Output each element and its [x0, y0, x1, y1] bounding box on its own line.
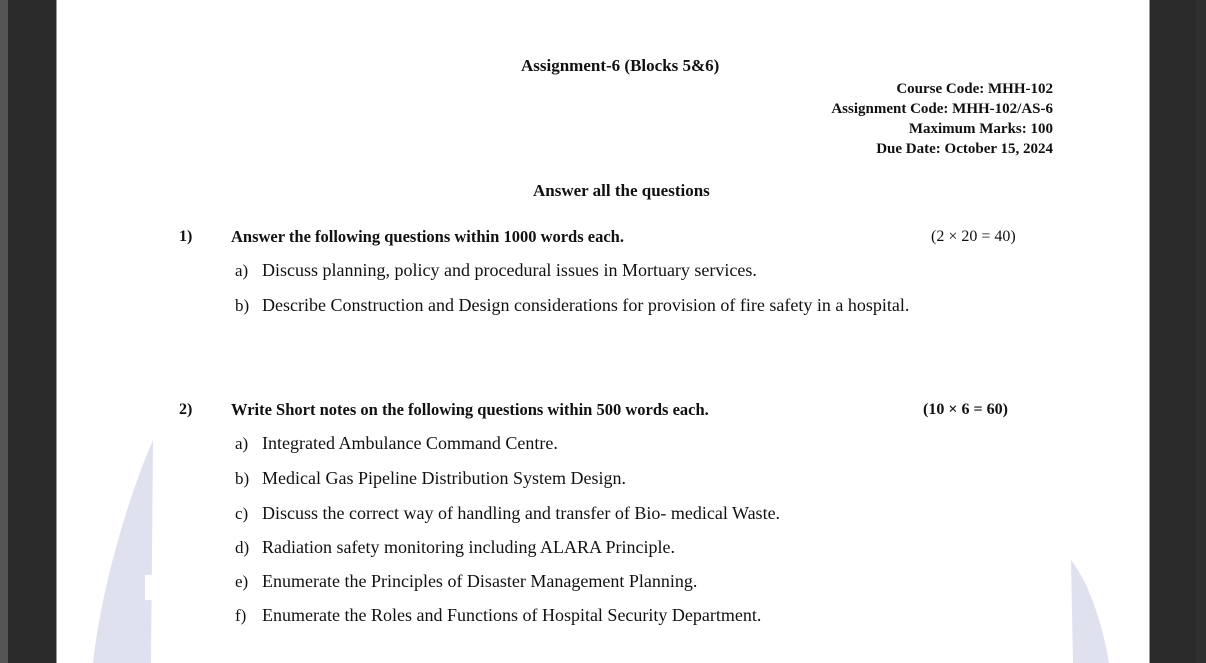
sub-item-letter: a) [235, 261, 249, 280]
document-content [57, 0, 1149, 663]
sub-item-letter: b) [235, 469, 250, 488]
sub-item-text: Enumerate the Roles and Functions of Hospital Security Department. [262, 605, 762, 625]
sub-item-letter: b) [235, 296, 250, 315]
question-1-marks: (2 × 20 = 40) [931, 228, 1016, 245]
assignment-title: Assignment-6 (Blocks 5&6) [521, 56, 720, 75]
document-page [56, 0, 1150, 663]
due-date: Due Date: October 15, 2024 [876, 141, 1053, 157]
question-2-sub-a [235, 432, 935, 455]
question-2-text: Write Short notes on the following questions within 500 words each. [231, 400, 709, 419]
assignment-meta [831, 79, 1053, 159]
viewer-right-edge [1196, 0, 1206, 663]
question-1-sub-a [235, 259, 935, 282]
sub-item-letter: a) [235, 434, 249, 453]
sub-item-letter: c) [235, 504, 249, 523]
question-1-number: 1) [179, 228, 193, 245]
sub-item-text: Radiation safety monitoring including ALARA Principle. [262, 537, 675, 557]
sub-item-letter: e) [235, 572, 249, 591]
course-code: Course Code: MHH-102 [896, 81, 1053, 97]
question-2-sub-b [235, 467, 935, 490]
question-2-number: 2) [179, 401, 193, 418]
sub-item-letter: d) [235, 538, 250, 557]
question-2-sub-d [235, 536, 935, 559]
question-1-sub-b [235, 294, 935, 317]
sub-item-text: Discuss the correct way of handling and transfer of Bio- medical Waste. [262, 503, 781, 523]
assignment-code: Assignment Code: MHH-102/AS-6 [831, 101, 1053, 117]
maximum-marks: Maximum Marks: 100 [908, 121, 1053, 137]
sub-item-text: Describe Construction and Design considerations for provision of fire safety in a hospital. [262, 295, 910, 315]
question-2-sub-f [235, 604, 935, 627]
sub-item-text: Medical Gas Pipeline Distribution System Design. [262, 468, 626, 488]
sub-item-letter: f) [235, 606, 247, 625]
sub-item-text: Enumerate the Principles of Disaster Management Planning. [262, 571, 698, 591]
instruction-heading: Answer all the questions [533, 181, 710, 200]
question-1-text: Answer the following questions within 1000 words each. [231, 227, 624, 246]
sub-item-text: Integrated Ambulance Command Centre. [262, 433, 558, 453]
sub-item-text: Discuss planning, policy and procedural issues in Mortuary services. [262, 260, 757, 280]
question-2-marks: (10 × 6 = 60) [923, 401, 1008, 418]
viewer-left-edge [0, 0, 8, 663]
question-2-sub-e [235, 570, 935, 593]
question-2-sub-c [235, 502, 935, 525]
